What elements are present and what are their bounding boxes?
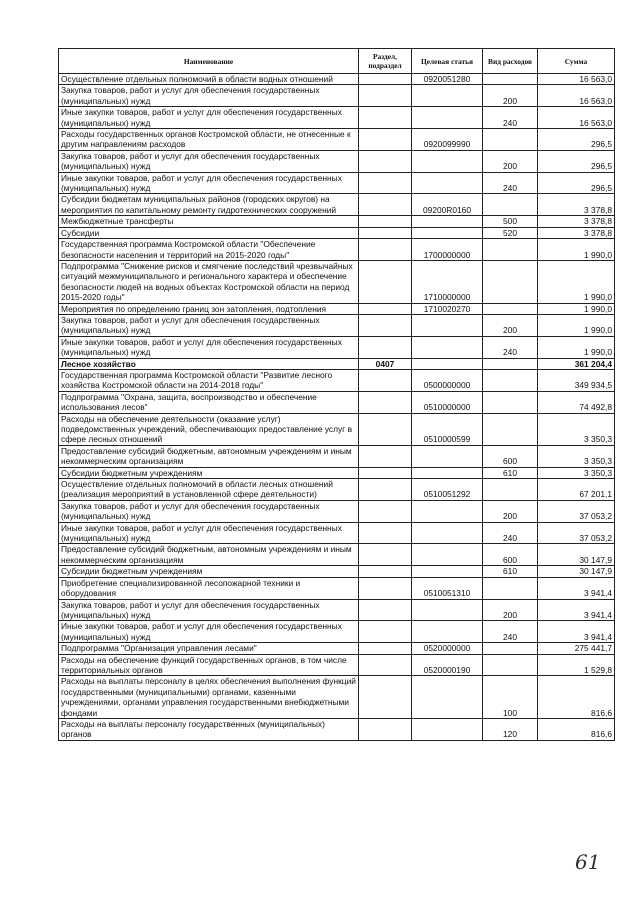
table-row [59,479,615,501]
budget-table [58,48,615,741]
cell-expense: 200 [483,500,538,522]
cell-sum: 816,6 [538,676,615,719]
table-row [59,467,615,478]
cell-sum: 296,5 [538,129,615,151]
cell-section [359,336,412,358]
cell-section [359,150,412,172]
cell-target [412,107,483,129]
cell-section [359,369,412,391]
cell-target [412,467,483,478]
table-row [59,445,615,467]
cell-sum: 349 934,5 [538,369,615,391]
cell-section [359,599,412,621]
header-target: Целевая статья [412,49,483,74]
cell-target [412,522,483,544]
cell-target: 0510051310 [412,577,483,599]
cell-sum: 67 201,1 [538,479,615,501]
cell-section [359,129,412,151]
cell-target [412,314,483,336]
table-row [59,172,615,194]
cell-name: Приобретение специализированной лесопожарной техники и оборудования [59,577,359,599]
cell-target [412,227,483,238]
cell-name: Предоставление субсидий бюджетным, автономным учреждениям и иным некоммерческим организациям [59,544,359,566]
cell-name: Расходы на выплаты персоналу государственных (муниципальных) органов [59,718,359,740]
cell-section [359,621,412,643]
cell-expense [483,369,538,391]
cell-target [412,358,483,369]
cell-sum: 3 941,4 [538,621,615,643]
cell-name: Иные закупки товаров, работ и услуг для обеспечения государственных (муниципальных) нужд [59,621,359,643]
cell-section [359,413,412,445]
cell-expense [483,654,538,676]
table-row [59,599,615,621]
cell-sum: 1 990,0 [538,303,615,314]
cell-expense [483,74,538,85]
table-row [59,314,615,336]
cell-target [412,718,483,740]
cell-target: 0510051292 [412,479,483,501]
cell-section [359,194,412,216]
cell-sum: 3 350,3 [538,413,615,445]
cell-sum: 16 563,0 [538,107,615,129]
cell-sum: 30 147,9 [538,544,615,566]
cell-sum: 16 563,0 [538,74,615,85]
cell-target: 0520000190 [412,654,483,676]
cell-expense [483,413,538,445]
cell-name: Предоставление субсидий бюджетным, автономным учреждениям и иным некоммерческим организациям [59,445,359,467]
cell-target [412,544,483,566]
table-row [59,194,615,216]
cell-section [359,500,412,522]
cell-sum: 1 529,8 [538,654,615,676]
cell-target [412,216,483,227]
cell-section [359,479,412,501]
cell-expense: 610 [483,467,538,478]
cell-expense [483,129,538,151]
cell-expense [483,239,538,261]
table-row [59,260,615,303]
cell-name: Субсидии бюджетам муниципальных районов (городских округов) на мероприятия по капитальному ремонту гидротехнических сооружений [59,194,359,216]
cell-name: Закупка товаров, работ и услуг для обеспечения государственных (муниципальных) нужд [59,599,359,621]
cell-name: Расходы на обеспечение функций государственных органов, в том числе территориальных органов [59,654,359,676]
cell-section [359,718,412,740]
table-row [59,239,615,261]
table-row [59,303,615,314]
cell-sum: 3 378,8 [538,216,615,227]
header-sum: Сумма [538,49,615,74]
header-section: Раздел, подраздел [359,49,412,74]
cell-expense: 200 [483,150,538,172]
cell-name: Мероприятия по определению границ зон затопления, подтопления [59,303,359,314]
header-name: Наименование [59,49,359,74]
cell-sum: 3 378,8 [538,227,615,238]
cell-section [359,391,412,413]
table-row [59,643,615,654]
cell-sum: 1 990,0 [538,336,615,358]
cell-target [412,336,483,358]
cell-target: 0500000000 [412,369,483,391]
cell-section [359,227,412,238]
cell-name: Расходы на выплаты персоналу в целях обеспечения выполнения функций государственными (муниципальными) органами, казенными учреждениями, органами управления государственными внебюджетными фондами [59,676,359,719]
cell-section [359,566,412,577]
cell-section [359,445,412,467]
cell-name: Государственная программа Костромской области "Развитие лесного хозяйства Костромской области на 2014-2018 годы" [59,369,359,391]
cell-name: Закупка товаров, работ и услуг для обеспечения государственных (муниципальных) нужд [59,500,359,522]
table-row [59,676,615,719]
cell-expense: 120 [483,718,538,740]
cell-section [359,216,412,227]
cell-expense [483,358,538,369]
table-row [59,500,615,522]
cell-expense: 200 [483,85,538,107]
cell-name: Расходы государственных органов Костромской области, не отнесенные к другим направлениям расходов [59,129,359,151]
cell-sum: 37 053,2 [538,500,615,522]
cell-target [412,500,483,522]
cell-target [412,676,483,719]
table-row [59,621,615,643]
cell-sum: 3 350,3 [538,467,615,478]
cell-sum: 3 941,4 [538,577,615,599]
table-row [59,216,615,227]
table-row [59,85,615,107]
cell-target [412,150,483,172]
cell-expense: 240 [483,621,538,643]
cell-sum: 1 990,0 [538,239,615,261]
cell-sum: 296,5 [538,150,615,172]
cell-target [412,599,483,621]
cell-expense [483,479,538,501]
cell-sum: 3 350,3 [538,445,615,467]
cell-sum: 37 053,2 [538,522,615,544]
cell-target: 09200R0160 [412,194,483,216]
table-row [59,107,615,129]
header-expense: Вид расходов [483,49,538,74]
cell-expense: 100 [483,676,538,719]
table-row [59,654,615,676]
cell-target: 0920051280 [412,74,483,85]
cell-expense: 520 [483,227,538,238]
table-row [59,129,615,151]
page-number: 61 [575,850,601,874]
cell-name: Иные закупки товаров, работ и услуг для обеспечения государственных (муниципальных) нужд [59,522,359,544]
cell-expense: 600 [483,544,538,566]
cell-name: Субсидии бюджетным учреждениям [59,566,359,577]
cell-expense: 240 [483,336,538,358]
table-header-row [59,49,615,74]
table-row [59,544,615,566]
cell-expense [483,303,538,314]
cell-expense: 240 [483,522,538,544]
cell-name: Закупка товаров, работ и услуг для обеспечения государственных (муниципальных) нужд [59,150,359,172]
cell-section [359,467,412,478]
cell-expense [483,194,538,216]
cell-expense: 200 [483,314,538,336]
cell-name: Иные закупки товаров, работ и услуг для обеспечения государственных (муниципальных) нужд [59,107,359,129]
cell-section [359,260,412,303]
table-row [59,566,615,577]
cell-expense [483,391,538,413]
cell-section [359,654,412,676]
cell-name: Подпрограмма "Снижение рисков и смягчение последствий чрезвычайных ситуаций межмуниципального и регионального характера и обеспечение безопасности людей на водных объектах Костромской области на период 2015-2020 годы" [59,260,359,303]
cell-sum: 30 147,9 [538,566,615,577]
cell-sum: 1 990,0 [538,260,615,303]
cell-sum: 3 378,8 [538,194,615,216]
cell-section [359,522,412,544]
cell-name: Лесное хозяйство [59,358,359,369]
cell-section [359,74,412,85]
cell-name: Субсидии [59,227,359,238]
table-row [59,718,615,740]
cell-name: Расходы на обеспечение деятельности (оказание услуг) подведомственных учреждений, обеспечивающих предоставление услуг в сфере лесных отношений [59,413,359,445]
table-body [59,74,615,741]
cell-expense: 240 [483,107,538,129]
table-row [59,413,615,445]
cell-target [412,621,483,643]
cell-expense: 600 [483,445,538,467]
table-row [59,227,615,238]
cell-section [359,676,412,719]
cell-expense: 240 [483,172,538,194]
cell-target: 0510000000 [412,391,483,413]
cell-target [412,172,483,194]
cell-name: Подпрограмма "Организация управления лесами" [59,643,359,654]
cell-section [359,544,412,566]
table-row [59,369,615,391]
cell-section [359,314,412,336]
cell-section [359,303,412,314]
table-row [59,391,615,413]
cell-name: Субсидии бюджетным учреждениям [59,467,359,478]
cell-target [412,566,483,577]
table-row [59,336,615,358]
table-row [59,150,615,172]
cell-name: Межбюджетные трансферты [59,216,359,227]
cell-target: 0510000599 [412,413,483,445]
cell-sum: 296,5 [538,172,615,194]
cell-target: 0520000000 [412,643,483,654]
cell-section [359,577,412,599]
cell-name: Закупка товаров, работ и услуг для обеспечения государственных (муниципальных) нужд [59,85,359,107]
cell-section [359,85,412,107]
cell-expense: 200 [483,599,538,621]
cell-sum: 1 990,0 [538,314,615,336]
cell-expense [483,643,538,654]
cell-expense [483,260,538,303]
cell-section [359,107,412,129]
cell-name: Подпрограмма "Охрана, защита, воспроизводство и обеспечение использования лесов" [59,391,359,413]
cell-sum: 3 941,4 [538,599,615,621]
cell-name: Государственная программа Костромской области "Обеспечение безопасности населения и территорий на 2015-2020 годы" [59,239,359,261]
cell-sum: 16 563,0 [538,85,615,107]
cell-name: Осуществление отдельных полномочий в области водных отношений [59,74,359,85]
cell-target [412,85,483,107]
table-row [59,522,615,544]
cell-section: 0407 [359,358,412,369]
cell-sum: 361 204,4 [538,358,615,369]
cell-sum: 816,6 [538,718,615,740]
cell-section [359,239,412,261]
cell-target: 1710020270 [412,303,483,314]
cell-expense [483,577,538,599]
table-row [59,74,615,85]
cell-name: Закупка товаров, работ и услуг для обеспечения государственных (муниципальных) нужд [59,314,359,336]
table-row [59,577,615,599]
cell-expense: 500 [483,216,538,227]
cell-target [412,445,483,467]
cell-section [359,172,412,194]
table-row [59,358,615,369]
cell-target: 1710000000 [412,260,483,303]
cell-sum: 74 492,8 [538,391,615,413]
cell-expense: 610 [483,566,538,577]
cell-name: Осуществление отдельных полномочий в области лесных отношений (реализация мероприятий в установленной сфере деятельности) [59,479,359,501]
cell-target: 1700000000 [412,239,483,261]
cell-section [359,643,412,654]
cell-target: 0920099990 [412,129,483,151]
cell-sum: 275 441,7 [538,643,615,654]
cell-name: Иные закупки товаров, работ и услуг для обеспечения государственных (муниципальных) нужд [59,336,359,358]
cell-name: Иные закупки товаров, работ и услуг для обеспечения государственных (муниципальных) нужд [59,172,359,194]
